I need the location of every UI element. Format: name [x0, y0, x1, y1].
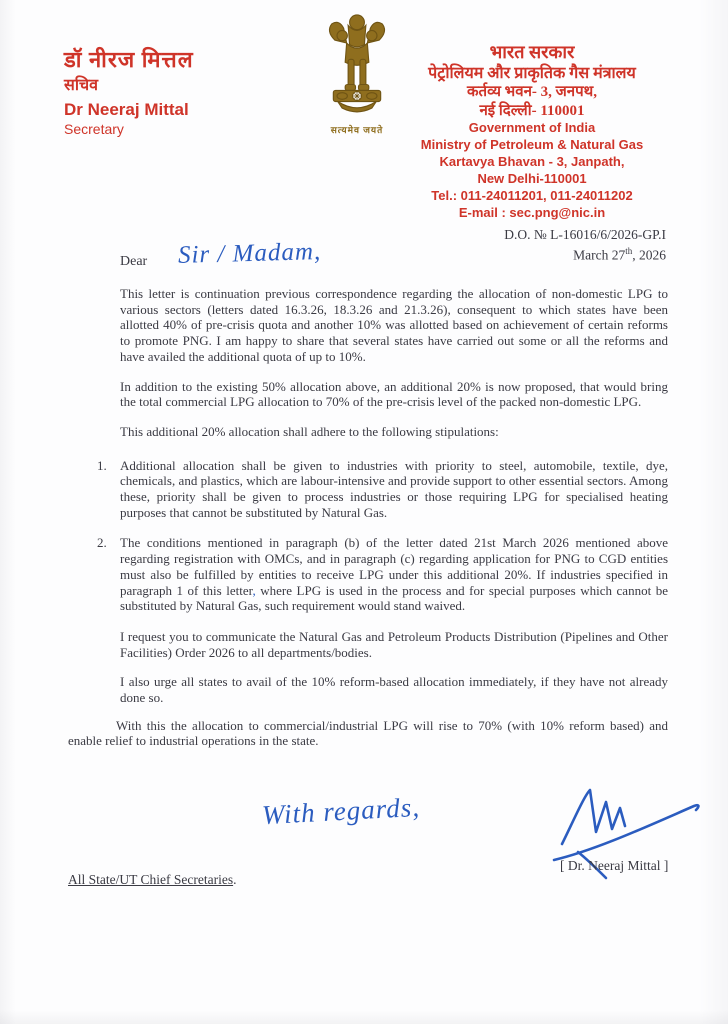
address-hindi-line1: कर्तव्य भवन- 3, जनपथ,: [467, 84, 597, 101]
paragraph-5: I also urge all states to avail of the 10% reform-based allocation immediately, if they have not already done so.: [120, 674, 668, 706]
email-line: E-mail : sec.png@nic.in: [458, 204, 606, 220]
list-number: 2.: [97, 535, 107, 551]
do-number: D.O. № L-16016/6/2026-GP.I: [504, 227, 666, 242]
paragraph-6: With this the allocation to commercial/industrial LPG will rise to 70% (with 10% reform based) and enable relief to industrial operations in the state.: [68, 717, 668, 749]
letter-date: March 27th, 2026: [573, 245, 666, 263]
sender-designation-english: Secretary: [64, 120, 124, 137]
closing-handwritten: With regards,: [261, 791, 421, 831]
letter-body: [68, 286, 668, 763]
govt-english-line: Government of India: [468, 120, 596, 136]
sender-name-hindi: डॉ नीरज मित्तल: [64, 47, 194, 72]
reference-block: [504, 226, 666, 265]
sender-designation-hindi: सचिव: [64, 76, 99, 94]
letterhead-right: [382, 42, 682, 221]
ministry-english-line: Ministry of Petroleum & Natural Gas: [420, 136, 644, 152]
stipulation-item-1: [97, 458, 668, 521]
telephone-line: Tel.: 011-24011201, 011-24011202: [431, 187, 633, 203]
stipulation-item-2: [97, 535, 668, 614]
list-text: The conditions mentioned in paragraph (b) of the letter dated 21st March 2026 mentioned above regarding registration with OMCs, and in paragraph (c) regarding application for PNG to CGD entities must also be fulfilled by entities to receive LPG under this additional 20%. If industries specified in paragraph 1 of this letter, where LPG is used in the process and for special purposes which cannot be substituted by Natural Gas, such requirement would stand waived.: [120, 535, 668, 614]
govt-hindi-line: भारत सरकार: [489, 42, 575, 62]
emblem-motto: सत्यमेव जयते: [330, 125, 384, 135]
paragraph-3: This additional 20% allocation shall adhere to the following stipulations:: [120, 423, 499, 439]
address-hindi-line2: नई दिल्ली- 110001: [479, 102, 585, 119]
signatory-name: [ Dr. Neeraj Mittal ]: [560, 858, 669, 873]
paragraph-4: I request you to communicate the Natural Gas and Petroleum Products Distribution (Pipelines and Other Facilities) Order 2026 to all departments/bodies.: [120, 628, 668, 660]
list-text: Additional allocation shall be given to industries with priority to steel, automobile, textile, dye, chemicals, and plastics, which are labour-intensive and provide support to other essential sectors. Among these, priority shall be given to process industries or those requiring LPG for specialised heating purposes that cannot be substituted by Natural Gas.: [120, 457, 668, 520]
list-number: 1.: [97, 457, 107, 473]
letterhead-left: [64, 46, 194, 138]
addressee-line: All State/UT Chief Secretaries.: [68, 872, 237, 887]
paragraph-2: In addition to the existing 50% allocation above, an additional 20% is now proposed, that would bring the total commercial LPG allocation to 70% of the pre-crisis level of the packed non-domestic LPG.: [120, 378, 668, 410]
paragraph-1: This letter is continuation previous correspondence regarding the allocation of non-domestic LPG to various sectors (letters dated 16.3.26, 18.3.26 and 21.3.26), consequent to which states have been allotted 40% of pre-crisis quota and another 10% was allotted based on achievement of certain reforms to promote PNG. I am happy to share that several states have carried out some or all the reforms and have availed the additional quota of up to 10%.: [120, 286, 668, 364]
sender-name-english: Dr Neeraj Mittal: [64, 99, 189, 119]
ministry-hindi-line: पेट्रोलियम और प्राकृतिक गैस मंत्रालय: [428, 64, 636, 82]
handwritten-comma: ,: [252, 582, 256, 598]
address-english-line1: Kartavya Bhavan - 3, Janpath,: [439, 153, 625, 169]
salutation-handwritten: Sir / Madam,: [177, 238, 322, 269]
salutation-printed: Dear: [120, 254, 148, 269]
address-english-line2: New Delhi-110001: [477, 170, 587, 186]
